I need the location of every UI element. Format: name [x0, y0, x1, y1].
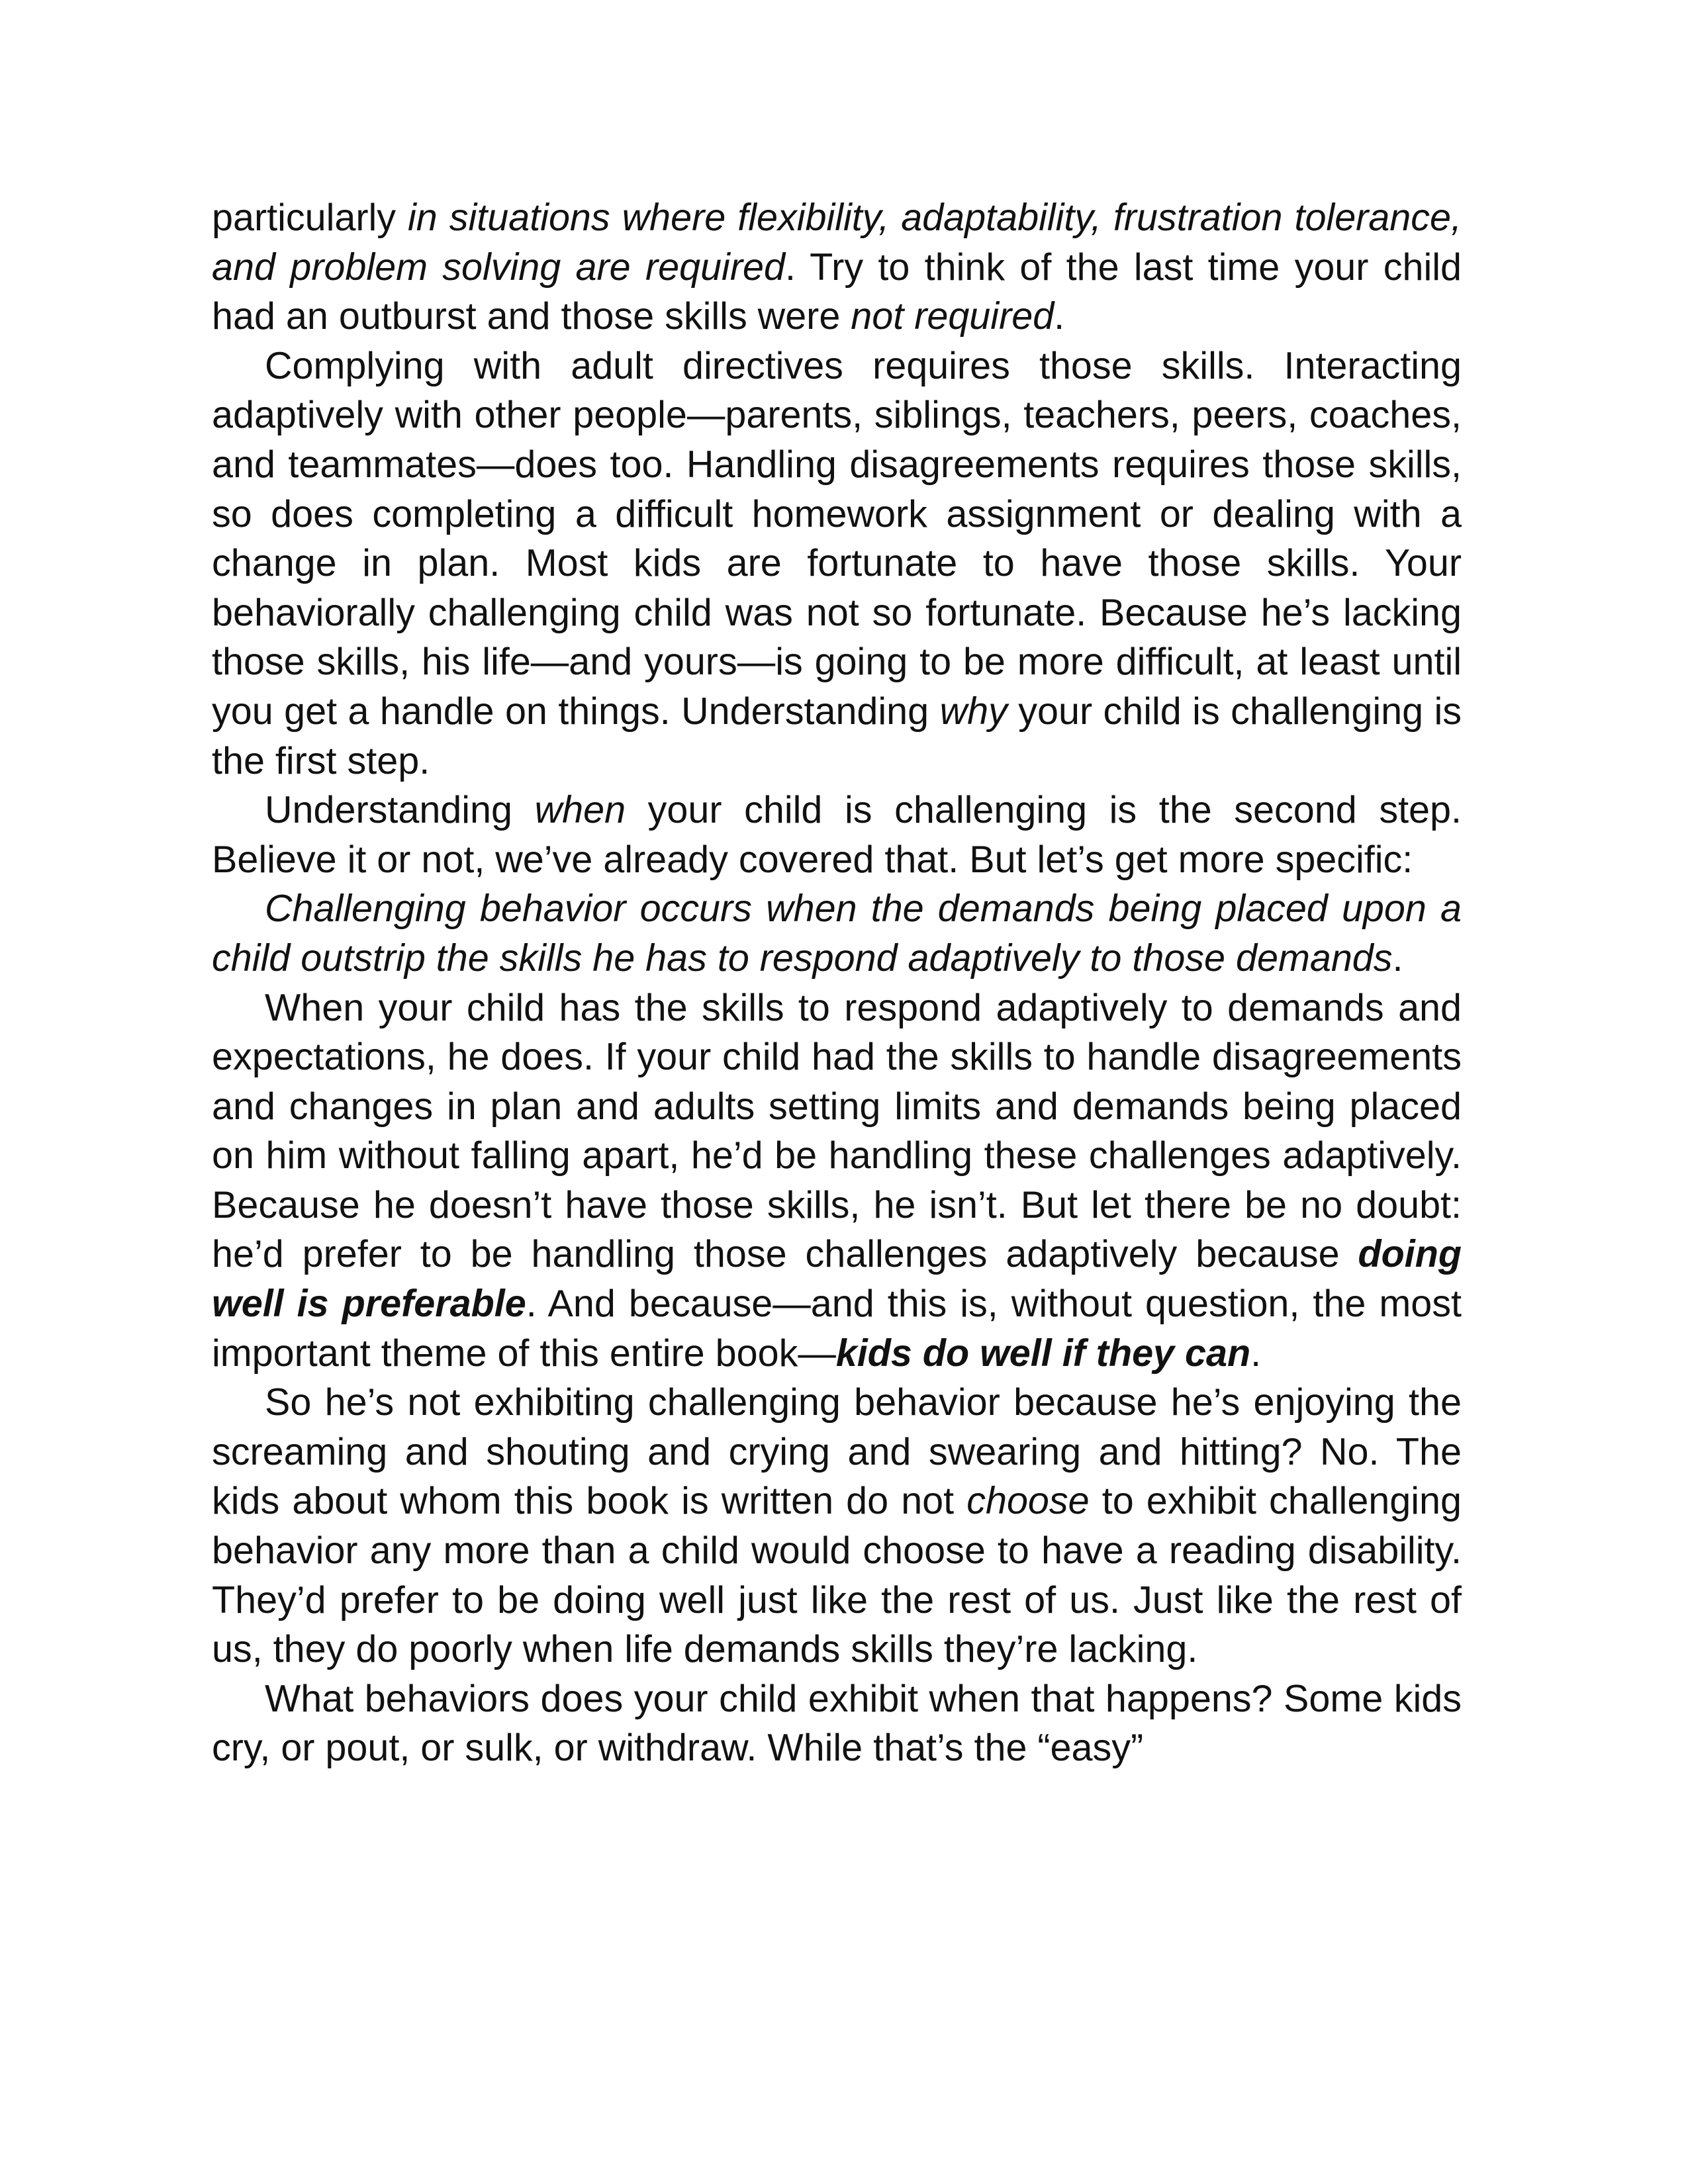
paragraph-5-segment-2: doing well is preferable: [212, 1233, 1462, 1326]
paragraph-4-segment-1: Challenging behavior occurs when the demands being placed upon a child outstrip the skills he has to respond adaptively to those demands: [212, 887, 1462, 979]
paragraph-4-key-principle: [212, 884, 1462, 983]
paragraph-3: [212, 786, 1462, 884]
paragraph-5-segment-4: kids do well if they can: [835, 1332, 1251, 1375]
paragraph-7: [212, 1674, 1462, 1773]
paragraph-1-segment-1: particularly: [212, 197, 408, 239]
paragraph-1-segment-3: . Try to think of the last time your child had an outburst and those skills were: [212, 246, 1462, 338]
paragraph-2-segment-2: why: [939, 690, 1008, 733]
paragraph-5-segment-3: . And because—and this is, without question, the most important theme of this entire book—: [212, 1283, 1462, 1375]
paragraph-5-segment-5: .: [1250, 1332, 1262, 1375]
paragraph-1-segment-4: not required: [851, 295, 1055, 338]
paragraph-3-segment-3: your child is challenging is the second step. Believe it or not, we’ve already covered that. But let’s get more specific:: [212, 789, 1462, 881]
paragraph-5: [212, 983, 1462, 1379]
paragraph-1: [212, 193, 1462, 341]
paragraph-1-segment-2: in situations where flexibility, adaptability, frustration tolerance, and problem solving are required: [212, 197, 1462, 289]
paragraph-2-segment-1: Complying with adult directives requires those skills. Interacting adaptively with other people—parents, siblings, teachers, peers, coaches, and teammates—does too. Handling disagreements requires those skills, so does completing a difficult homework assignment or dealing with a change in plan. Most kids are fortunate to have those skills. Your behaviorally challenging child was not so fortunate. Because he’s lacking those skills, his life—and yours—is going to be more difficult, at least until you get a handle on things. Understanding: [212, 344, 1462, 733]
paragraph-6-segment-2: choose: [966, 1480, 1090, 1523]
paragraph-6-segment-3: to exhibit challenging behavior any more than a child would choose to have a reading disability. They’d prefer to be doing well just like the rest of us. Just like the rest of us, they do poorly when life demands skills they’re lacking.: [212, 1480, 1462, 1671]
book-page-body: [212, 193, 1462, 1773]
paragraph-2: [212, 341, 1462, 786]
paragraph-5-segment-1: When your child has the skills to respond adaptively to demands and expectations, he does. If your child had the skills to handle disagreements and changes in plan and adults setting limits and demands being placed on him without falling apart, he’d be handling these challenges adaptively. Because he doesn’t have those skills, he isn’t. But let there be no doubt: he’d prefer to be handling those challenges adaptively because: [212, 986, 1462, 1276]
paragraph-3-segment-1: Understanding: [265, 789, 535, 832]
paragraph-6: [212, 1378, 1462, 1674]
paragraph-4-segment-2: .: [1392, 936, 1403, 979]
paragraph-1-segment-5: .: [1054, 295, 1065, 338]
paragraph-6-segment-1: So he’s not exhibiting challenging behavior because he’s enjoying the screaming and shouting and crying and swearing and hitting? No. The kids about whom this book is written do not: [212, 1381, 1462, 1523]
paragraph-3-segment-2: when: [534, 789, 626, 832]
paragraph-7-segment-1: What behaviors does your child exhibit when that happens? Some kids cry, or pout, or sulk, or withdraw. While that’s the “easy”: [212, 1677, 1462, 1770]
paragraph-2-segment-3: your child is challenging is the first step.: [212, 690, 1462, 782]
